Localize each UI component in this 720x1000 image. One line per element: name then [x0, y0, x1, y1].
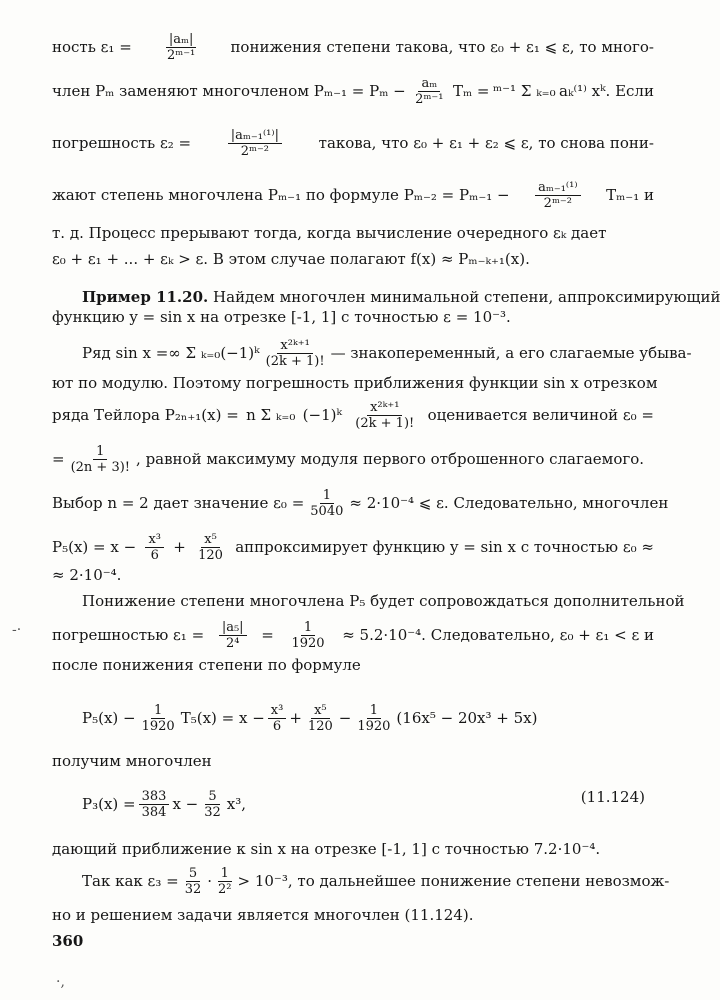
text-segment: Tₘ₋₁ и — [606, 186, 654, 204]
fraction — [228, 128, 282, 159]
fraction-denominator: 2ᵐ⁻¹ — [166, 47, 196, 63]
fraction-denominator: 384 — [141, 804, 167, 820]
text-line-19 — [52, 746, 654, 776]
fraction-numerator: 1 — [320, 488, 334, 504]
text-segment: − — [338, 709, 352, 727]
text-segment: , равной максимуму модуля первого отброшенного слагаемого. — [136, 450, 645, 468]
text-segment: аппроксимирует функцию y = sin x с точностью ε₀ ≈ — [235, 538, 654, 556]
fraction — [139, 703, 178, 734]
text-segment: погрешностью ε₁ = — [52, 626, 205, 644]
fraction — [215, 866, 234, 897]
fraction — [305, 703, 336, 734]
fraction-numerator: 5 — [186, 866, 200, 882]
fraction-numerator: |aₘ₋₁⁽¹⁾| — [228, 128, 282, 144]
text-line-13 — [52, 487, 669, 519]
text-segment: + — [173, 538, 186, 556]
text-segment: жают степень многочлена Pₘ₋₁ по формуле Pₘ₋₂ = Pₘ₋₁ − — [52, 186, 510, 204]
text-segment: Tₘ = — [452, 82, 490, 100]
fraction-numerator: 1 — [151, 703, 165, 719]
text-segment: т. д. Процесс прерывают тогда, когда вычисление очередного εₖ дает — [52, 224, 607, 242]
fraction-numerator: x³ — [145, 532, 164, 548]
fraction-denominator: 6 — [150, 547, 159, 563]
fraction — [164, 32, 198, 63]
fraction-denominator: 32 — [184, 881, 202, 897]
fraction — [307, 488, 346, 519]
display-equation-1 — [82, 696, 537, 740]
display-equation-2 — [82, 782, 246, 826]
text-segment: ность ε₁ = — [52, 38, 132, 56]
fraction — [268, 703, 287, 734]
fraction — [535, 180, 580, 211]
fraction-numerator: x²ᵏ⁺¹ — [277, 338, 312, 354]
fraction-numerator: 1 — [367, 703, 381, 719]
text-line-4 — [52, 180, 654, 210]
fraction — [412, 76, 446, 107]
text-line-14 — [52, 532, 654, 562]
text-segment: но и решением задачи является многочлен (11.124). — [52, 906, 474, 924]
fraction-denominator: 1920 — [291, 635, 325, 651]
text-segment: (−1)ᵏ — [220, 344, 260, 362]
fraction-numerator: x³ — [268, 703, 287, 719]
text-line-8 — [52, 302, 654, 332]
text-segment: ряда Тейлора P₂ₙ₊₁(x) = — [52, 406, 239, 424]
fraction — [145, 532, 164, 563]
text-segment: функцию y = sin x на отрезке [-1, 1] с точностью ε = 10⁻³. — [52, 308, 511, 326]
sum-symbol: n Σ ₖ₌₀ — [246, 406, 296, 424]
text-line-2 — [52, 76, 654, 106]
margin-mark: -· — [12, 622, 22, 638]
text-segment: (−1)ᵏ — [302, 406, 342, 424]
text-segment: погрешность ε₂ = — [52, 134, 192, 152]
text-segment: P₅(x) − — [82, 709, 136, 727]
text-line-9 — [82, 337, 692, 369]
fraction-numerator: 1 — [218, 866, 232, 882]
text-segment: x − — [172, 795, 199, 813]
text-line-18 — [52, 650, 654, 680]
text-segment: > 10⁻³, то дальнейшее понижение степени невозмож- — [237, 872, 670, 890]
text-segment: Понижение степени многочлена P₅ будет сопровождаться дополнительной — [82, 592, 685, 610]
fraction — [288, 620, 327, 651]
fraction-numerator: x⁵ — [201, 532, 220, 548]
text-segment: ε₀ + ε₁ + ... + εₖ > ε. В этом случае полагают f(x) ≈ Pₘ₋ₖ₊₁(x). — [52, 250, 530, 268]
text-segment: после понижения степени по формуле — [52, 656, 361, 674]
fraction-numerator: 5 — [205, 789, 219, 805]
text-line-11 — [52, 400, 654, 430]
text-segment: = — [52, 450, 65, 468]
fraction-numerator: |a₅| — [219, 620, 247, 636]
fraction-numerator: |aₘ| — [166, 32, 196, 48]
text-line-20 — [52, 834, 654, 864]
page-number: 360 — [52, 932, 84, 950]
text-segment: (16x⁵ − 20x³ + 5x) — [396, 709, 538, 727]
fraction-denominator: (2n + 3)! — [70, 459, 131, 475]
fraction-denominator: 2ᵐ⁻² — [543, 195, 572, 211]
text-segment: · — [207, 872, 213, 890]
text-segment: ≈ 2·10⁻⁴ ⩽ ε. Следовательно, многочлен — [349, 494, 669, 512]
fraction-numerator: x⁵ — [311, 703, 330, 719]
fraction-denominator: 120 — [198, 547, 223, 563]
fraction-denominator: 2⁴ — [225, 635, 240, 651]
example-heading: Пример 11.20. — [82, 288, 209, 306]
text-segment: Выбор n = 2 дает значение ε₀ = — [52, 494, 305, 512]
text-line-3 — [52, 128, 654, 158]
fraction — [195, 532, 226, 563]
fraction-numerator: aₘ — [418, 76, 440, 92]
text-segment: P₃(x) = — [82, 795, 136, 813]
fraction-denominator: 6 — [272, 718, 282, 734]
text-segment: член Pₘ заменяют многочленом Pₘ₋₁ = Pₘ − — [52, 82, 406, 100]
fraction-denominator: 1920 — [357, 718, 391, 734]
fraction-numerator: 1 — [301, 620, 315, 636]
fraction-denominator: 1920 — [141, 718, 175, 734]
text-line-10 — [52, 368, 658, 398]
fraction-numerator: 1 — [93, 444, 107, 460]
fraction-denominator: 2ᵐ⁻¹ — [415, 91, 444, 107]
text-segment: T₅(x) = x − — [180, 709, 265, 727]
text-segment: Найдем многочлен минимальной степени, аппроксимирующий — [213, 288, 720, 306]
text-segment: понижения степени такова, что ε₀ + ε₁ ⩽ ε, то много- — [230, 38, 654, 56]
fraction — [263, 338, 328, 369]
fraction-numerator: 383 — [139, 789, 170, 805]
text-segment: aₖ⁽¹⁾ xᵏ. Если — [559, 82, 654, 100]
text-line-1 — [52, 32, 654, 62]
fraction — [182, 866, 205, 897]
fraction-numerator: aₘ₋₁⁽¹⁾ — [535, 180, 580, 196]
fraction — [139, 789, 170, 820]
text-segment: ≈ 2·10⁻⁴. — [52, 566, 122, 584]
text-segment: получим многочлен — [52, 752, 212, 770]
text-segment: + — [289, 709, 302, 727]
text-line-16 — [82, 586, 685, 616]
sum-symbol: ∞ Σ ₖ₌₀ — [168, 344, 221, 362]
fraction-denominator: (2k + 1)! — [265, 353, 325, 369]
fraction-denominator: 120 — [307, 718, 333, 734]
fraction-denominator: 32 — [204, 804, 221, 820]
sum-symbol: ᵐ⁻¹ Σ ₖ₌₀ — [492, 82, 556, 100]
fraction — [68, 444, 133, 475]
fraction — [219, 620, 247, 651]
text-line-6 — [52, 244, 654, 274]
text-line-17 — [52, 620, 654, 650]
text-segment: P₅(x) = x − — [52, 538, 137, 556]
text-segment: Так как ε₃ = — [82, 872, 179, 890]
corner-mark: ·, — [56, 974, 65, 990]
fraction-numerator: x²ᵏ⁺¹ — [367, 400, 402, 416]
text-segment: такова, что ε₀ + ε₁ + ε₂ ⩽ ε, то снова пони- — [318, 134, 654, 152]
text-segment: дающий приближение к sin x на отрезке [-1, 1] с точностью 7.2·10⁻⁴. — [52, 840, 601, 858]
text-segment: ют по модулю. Поэтому погрешность приближения функции sin x отрезком — [52, 374, 658, 392]
text-segment: ≈ 5.2·10⁻⁴. Следовательно, ε₀ + ε₁ < ε и — [342, 626, 654, 644]
equation-number: (11.124) — [580, 788, 645, 806]
fraction-denominator: 5040 — [310, 503, 344, 519]
text-segment: Ряд sin x = — [82, 344, 169, 362]
fraction-denominator: (2k + 1)! — [355, 415, 415, 431]
text-line-21 — [82, 865, 670, 897]
fraction-denominator: 2ᵐ⁻² — [240, 143, 270, 159]
text-segment: = — [261, 626, 274, 644]
text-line-22 — [52, 900, 654, 930]
fraction — [201, 789, 224, 820]
text-line-12 — [52, 444, 654, 474]
text-segment: x³, — [226, 795, 247, 813]
text-segment: оценивается величиной ε₀ = — [427, 406, 654, 424]
fraction — [354, 703, 393, 734]
fraction — [352, 400, 417, 431]
text-segment: — знакопеременный, а его слагаемые убыва- — [330, 344, 692, 362]
fraction-denominator: 2² — [218, 881, 232, 897]
